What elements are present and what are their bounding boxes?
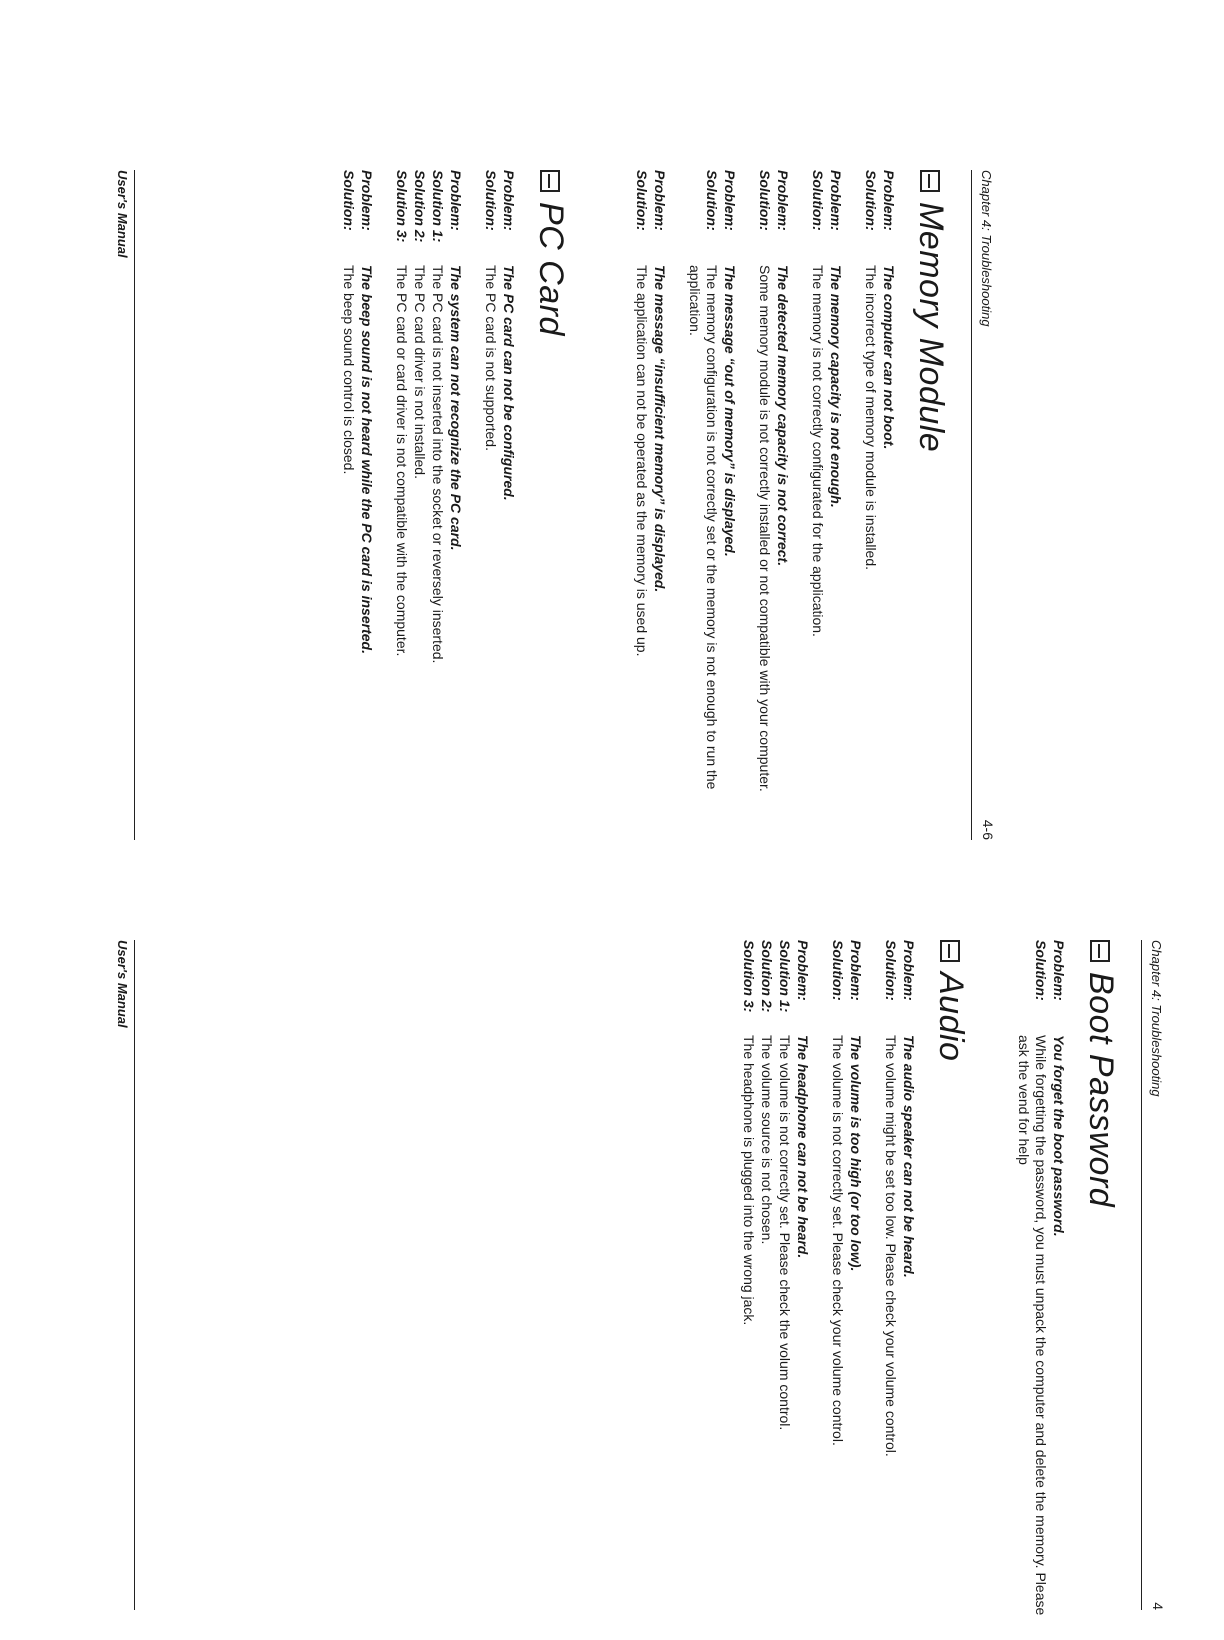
solution-label: Solution:	[704, 170, 720, 231]
solution-text: The memory configuration is not correctly set or the memory is not enough to run the application.	[687, 265, 720, 790]
problem-label: Problem:	[359, 170, 375, 231]
problem-label: Problem:	[722, 170, 738, 231]
solution-label: Solution 1:	[777, 940, 793, 1013]
solution-text: The volume might be set too low. Please check your volume control.	[883, 1035, 899, 1457]
troubleshoot-entry	[862, 170, 897, 850]
problem-text: The memory capacity is not enough.	[828, 265, 844, 508]
page-number: 4	[1150, 1602, 1166, 1610]
section-pc-card	[322, 170, 570, 850]
solution-text: The PC card is not inserted into the socket or reversely inserted.	[430, 265, 446, 664]
right-page	[110, 940, 1170, 1640]
solution-label: Solution:	[483, 170, 499, 231]
solution-text: The volume is not correctly set. Please check the volum control.	[777, 1035, 793, 1431]
solution-text: The incorrect type of memory module is installed.	[863, 265, 879, 571]
problem-label: Problem:	[848, 940, 864, 1001]
troubleshoot-entry	[829, 940, 864, 1620]
troubleshoot-entry	[740, 940, 811, 1620]
problem-text: The detected memory capacity is not correct.	[775, 265, 791, 567]
solution-text: The beep sound control is closed.	[341, 265, 357, 475]
problem-label: Problem:	[1051, 940, 1067, 1001]
solution-label: Solution:	[1033, 940, 1049, 1001]
troubleshoot-entry	[1015, 940, 1067, 1620]
manual-title: User's Manual	[115, 940, 130, 1028]
solution-text: The volume source is not chosen.	[759, 1035, 775, 1245]
troubleshoot-entry	[686, 170, 738, 850]
left-page	[110, 170, 1000, 870]
solution-text: The memory is not correctly configurated for the application.	[810, 265, 826, 637]
troubleshoot-entry	[393, 170, 464, 850]
troubleshoot-entry	[340, 170, 375, 850]
solution-label: Solution:	[863, 170, 879, 231]
troubleshoot-entry	[809, 170, 844, 850]
page-footer	[110, 940, 135, 1610]
solution-label: Solution 2:	[759, 940, 775, 1013]
solution-label: Solution 1:	[430, 170, 446, 243]
solution-label: Solution:	[341, 170, 357, 231]
problem-text: The message “insufficient memory” is displayed.	[652, 265, 668, 593]
manual-title: User's Manual	[115, 170, 130, 258]
solution-text: The volume is not correctly set. Please check your volume control.	[830, 1035, 846, 1446]
page-header	[1141, 940, 1170, 1610]
problem-text: The PC card can not be configured.	[501, 265, 517, 501]
solution-text: The application can not be operated as the memory is used up.	[634, 265, 650, 657]
problem-label: Problem:	[901, 940, 917, 1001]
solution-label: Solution:	[757, 170, 773, 231]
solution-text: The headphone is plugged into the wrong jack.	[741, 1035, 757, 1326]
solution-label: Solution:	[634, 170, 650, 231]
section-title: Boot Password	[1082, 972, 1120, 1208]
section-audio	[722, 940, 970, 1620]
page-number: 4-6	[980, 819, 996, 840]
section-title: Memory Module	[912, 202, 950, 453]
solution-text: Some memory module is not correctly installed or not compatible with your computer.	[757, 265, 773, 792]
solution-text: The PC card or card driver is not compatible with the computer.	[394, 265, 410, 657]
solution-text: While forgetting the password, you must unpack the computer and delete the memory. Please ask the vend for help	[1016, 1035, 1049, 1616]
troubleshoot-entry	[633, 170, 668, 850]
solution-label: Solution:	[810, 170, 826, 231]
card-icon	[541, 170, 561, 192]
problem-label: Problem:	[775, 170, 791, 231]
problem-text: The system can not recognize the PC card.	[448, 265, 464, 551]
problem-text: The volume is too high (or too low).	[848, 1035, 864, 1272]
problem-text: The computer can not boot.	[881, 265, 897, 450]
problem-text: The beep sound is not heard while the PC card is inserted.	[359, 265, 375, 654]
section-title: Audio	[932, 972, 970, 1062]
section-memory-module	[615, 170, 950, 850]
problem-text: The headphone can not be heard.	[795, 1035, 811, 1259]
solution-text: The PC card is not supported.	[483, 265, 499, 451]
page-header	[971, 170, 1000, 840]
solution-label: Solution:	[830, 940, 846, 1001]
problem-text: The audio speaker can not be heard.	[901, 1035, 917, 1278]
problem-label: Problem:	[652, 170, 668, 231]
chapter-title: Chapter 4: Troubleshooting	[979, 170, 994, 327]
section-boot-password	[997, 940, 1120, 1620]
problem-text: You forget the boot password.	[1051, 1035, 1067, 1237]
solution-label: Solution 3:	[741, 940, 757, 1013]
card-icon	[1091, 940, 1111, 962]
problem-label: Problem:	[828, 170, 844, 231]
problem-text: The message “out of memory” is displayed.	[722, 265, 738, 557]
page-footer	[110, 170, 135, 840]
problem-label: Problem:	[795, 940, 811, 1001]
troubleshoot-entry	[756, 170, 791, 850]
section-title: PC Card	[532, 202, 570, 336]
chapter-title: Chapter 4: Troubleshooting	[1149, 940, 1164, 1097]
problem-label: Problem:	[501, 170, 517, 231]
problem-label: Problem:	[881, 170, 897, 231]
solution-label: Solution:	[883, 940, 899, 1001]
problem-label: Problem:	[448, 170, 464, 231]
troubleshoot-entry	[482, 170, 517, 850]
solution-label: Solution 3:	[394, 170, 410, 243]
solution-label: Solution 2:	[412, 170, 428, 243]
troubleshoot-entry	[882, 940, 917, 1620]
solution-text: The PC card driver is not installed.	[412, 265, 428, 479]
card-icon	[921, 170, 941, 192]
card-icon	[941, 940, 961, 962]
